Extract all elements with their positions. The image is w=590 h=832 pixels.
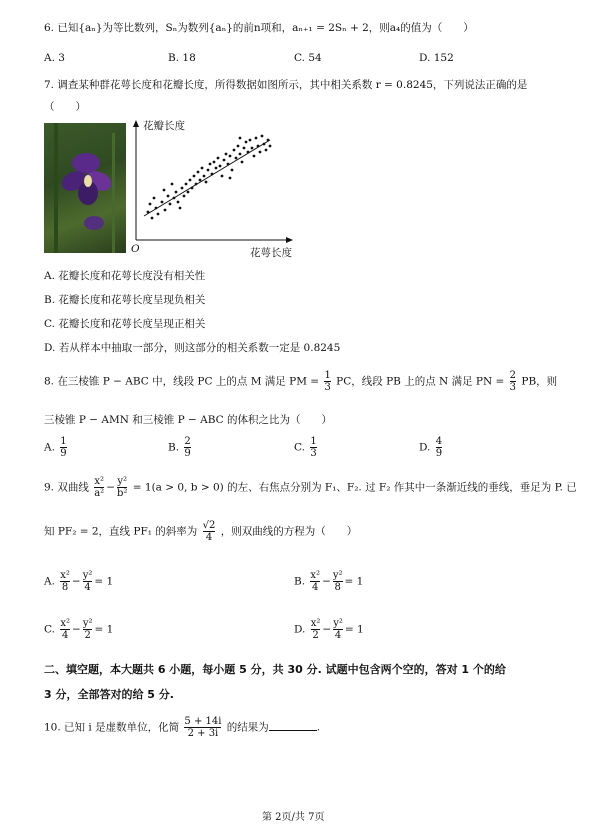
x-axis-label: 花萼长度 [250,247,292,259]
q10-stem: 10. 已知 i 是虚数单位，化简 $\frac{5 + 14i}{2 + 3i}$ 的结果为 . [44,716,321,739]
q6-option-a: A. 3 [44,52,65,64]
q9-option-b: B. $\frac{\text{x²}}{4}$ − $\frac{\text{y²}}{8}$ = 1 [294,570,364,593]
q6-option-b: B. 18 [168,52,196,64]
y-axis-arrow [133,120,139,127]
q6-stem: 6. 已知{aₙ}为等比数列，Sₙ为数列{aₙ}的前n项和，aₙ₊₁ = 2Sₙ + 2，则a₄的值为（ ） [44,22,474,34]
q8-option-d: D. $\frac{4}{9}$ [419,436,443,459]
q8-post-text: PB，则 [521,375,558,388]
q6-option-c: C. 54 [294,52,322,64]
q8-pre-text: 8. 在三棱锥 P − ABC 中，线段 PC 上的点 M 满足 PM = [44,375,320,388]
q9-option-a: A. $\frac{\text{x²}}{8}$ − $\frac{\text{y²}}{4}$ = 1 [44,570,114,593]
section2-heading-line1: 二、填空题，本大题共 6 小题，每小题 5 分，共 30 分. 试题中包含两个空的，答对 1 个的给 [44,663,506,676]
q7-option-c: C. 花瓣长度和花萼长度呈现正相关 [44,318,206,330]
q8-fraction-2: $\frac{2}{3}$ [509,370,517,393]
x-axis-arrow [286,237,293,243]
q8-stem-line1 [44,370,557,393]
section2-heading-line2: 3 分，全部答对的给 5 分. [44,688,174,701]
q7-option-d: D. 若从样本中抽取一部分，则这部分的相关系数一定是 0.8245 [44,342,341,354]
scatter-plot [130,118,300,258]
q7-option-b: B. 花瓣长度和花萼长度呈现负相关 [44,294,206,306]
q9-stem-line2: 知 PF₂ = 2，直线 PF₁ 的斜率为 $\frac{√2}{4}$ ，则双曲线的方程为（ ） [44,520,358,543]
q7-option-a: A. 花瓣长度和花萼长度没有相关性 [44,270,206,282]
q7-stem-line2: （ ） [44,101,86,113]
q8-fraction-1: $\frac{1}{3}$ [324,370,331,393]
q6-option-d: D. 152 [419,52,454,64]
q7-stem-line1: 7. 调查某种群花萼长度和花瓣长度，所得数据如图所示，其中相关系数 r = 0.8245，下列说法正确的是 [44,79,528,91]
q9-option-c: C. $\frac{\text{x²}}{4}$ − $\frac{\text{y²}}{2}$ = 1 [44,618,114,641]
q9-option-d: D. $\frac{\text{x²}}{2}$ − $\frac{\text{y²}}{4}$ = 1 [294,618,364,641]
q8-stem-line2: 三棱锥 P − AMN 和三棱锥 P − ABC 的体积之比为（ ） [44,414,332,426]
iris-flower-icon [44,123,126,253]
q9-stem-line1: 9. 双曲线 $\frac{\text{x²}}{\text{a²}}$ − $\frac{\text{y²}}{\text{b²}}$ = 1(a > 0, b > 0) 的左、右焦点分别为 F₁、F₂. 过 F₂ 作其中一条渐近线的垂线，垂足为 P. 已 [44,476,577,499]
origin-label: O [131,243,140,255]
q8-mid-text: PC，线段 PB 上的点 N 满足 PN = [336,375,505,388]
q8-option-b: B. $\frac{2}{9}$ [168,436,191,459]
page-footer: 第 2页/共 7页 [262,812,325,823]
regression-line [144,140,270,216]
q10-answer-blank[interactable] [269,720,317,731]
y-axis-label: 花瓣长度 [143,120,185,132]
q8-option-a: A. $\frac{1}{9}$ [44,436,67,459]
q8-option-c: C. $\frac{1}{3}$ [294,436,317,459]
iris-flower-photo [44,123,126,253]
